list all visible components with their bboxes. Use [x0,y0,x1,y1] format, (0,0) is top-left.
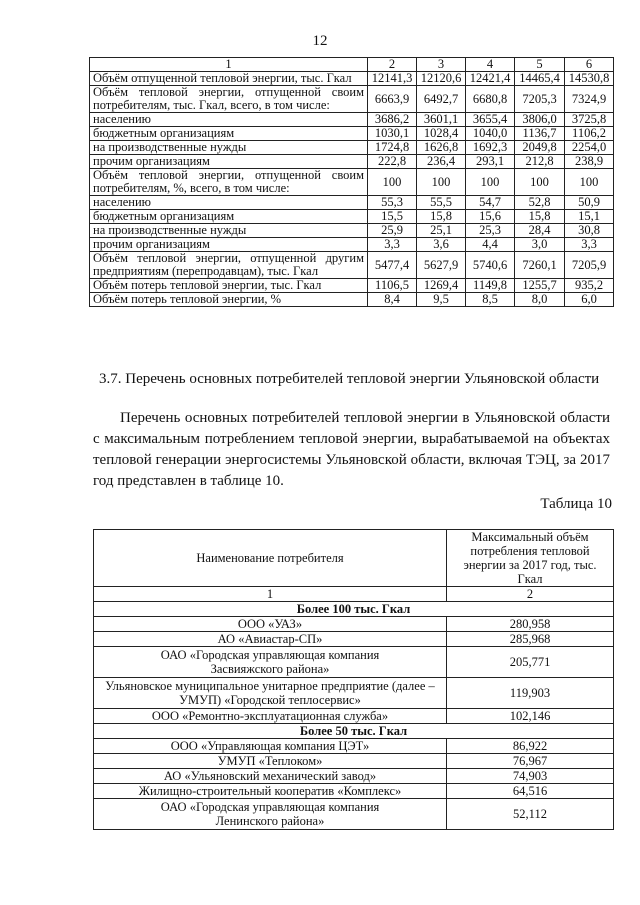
table-row [90,293,614,307]
table-row [90,196,614,210]
row-value: 15,8 [417,210,466,224]
row-label: Объём отпущенной тепловой энергии, тыс. Гкал [90,72,368,86]
row-value: 1106,5 [368,279,417,293]
row-value: 3686,2 [368,113,417,127]
row-value: 28,4 [515,224,565,238]
table-row [94,769,614,784]
table-row [90,169,614,196]
consumer-name: Ульяновское муниципальное унитарное предприятие (далее – УМУП) «Городской теплосервис» [94,678,447,709]
column-number: 5 [515,58,565,72]
row-value: 4,4 [466,238,515,252]
body-paragraph: Перечень основных потребителей тепловой энергии в Ульяновской области с максимальным потреблением тепловой энергии, вырабатываемой на объектах тепловой генерации энергосистемы Ульяновской области, включая ТЭЦ, за 2017 год представлен в таблице 10. [93,410,610,489]
row-value: 236,4 [417,155,466,169]
row-value: 100 [466,169,515,196]
table-row [90,127,614,141]
consumer-value: 76,967 [447,754,614,769]
consumer-name: АО «Ульяновский механический завод» [94,769,447,784]
row-label: прочим организациям [90,238,368,252]
row-value: 6,0 [565,293,614,307]
row-label: Объём тепловой энергии, отпущенной своим потребителям, %, всего, в том числе: [90,169,368,196]
row-value: 55,5 [417,196,466,210]
row-value: 25,1 [417,224,466,238]
row-value: 3725,8 [565,113,614,127]
row-label: бюджетным организациям [90,127,368,141]
column-number: 6 [565,58,614,72]
row-value: 25,9 [368,224,417,238]
row-value: 15,8 [515,210,565,224]
column-number: 2 [447,587,614,602]
row-value: 8,0 [515,293,565,307]
row-value: 3806,0 [515,113,565,127]
table-row [90,210,614,224]
table-row [94,709,614,724]
row-value: 12120,6 [417,72,466,86]
consumer-name: ООО «УАЗ» [94,617,447,632]
row-value: 1724,8 [368,141,417,155]
row-value: 1030,1 [368,127,417,141]
row-value: 3601,1 [417,113,466,127]
row-value: 5477,4 [368,252,417,279]
row-value: 9,5 [417,293,466,307]
row-value: 50,9 [565,196,614,210]
table-row [94,754,614,769]
row-value: 25,3 [466,224,515,238]
column-number: 1 [94,587,447,602]
consumer-value: 86,922 [447,739,614,754]
column-number: 1 [90,58,368,72]
row-value: 5627,9 [417,252,466,279]
table-row [90,224,614,238]
row-value: 15,5 [368,210,417,224]
row-value: 15,1 [565,210,614,224]
row-value: 12141,3 [368,72,417,86]
table-header-row [94,530,614,587]
consumer-value: 74,903 [447,769,614,784]
row-value: 8,5 [466,293,515,307]
row-label: Объём потерь тепловой энергии, тыс. Гкал [90,279,368,293]
header-consumer-name: Наименование потребителя [94,530,447,587]
row-label: населению [90,113,368,127]
row-value: 1149,8 [466,279,515,293]
row-value: 6680,8 [466,86,515,113]
row-value: 55,3 [368,196,417,210]
table-row [94,678,614,709]
row-value: 1692,3 [466,141,515,155]
row-value: 2254,0 [565,141,614,155]
group-title: Более 50 тыс. Гкал [94,724,614,739]
column-number: 2 [368,58,417,72]
consumer-value: 280,958 [447,617,614,632]
row-label: прочим организациям [90,155,368,169]
column-number: 4 [466,58,515,72]
row-value: 3,0 [515,238,565,252]
row-value: 1255,7 [515,279,565,293]
row-value: 212,8 [515,155,565,169]
row-value: 14465,4 [515,72,565,86]
page-number: 12 [312,33,328,49]
row-value: 5740,6 [466,252,515,279]
table-row [94,617,614,632]
table-row [90,279,614,293]
group-title: Более 100 тыс. Гкал [94,602,614,617]
row-value: 1028,4 [417,127,466,141]
row-value: 15,6 [466,210,515,224]
row-label: населению [90,196,368,210]
row-value: 6663,9 [368,86,417,113]
row-value: 6492,7 [417,86,466,113]
row-label: бюджетным организациям [90,210,368,224]
table-row [94,632,614,647]
consumer-value: 285,968 [447,632,614,647]
table-row [94,784,614,799]
table-row [90,113,614,127]
consumer-name: ООО «Управляющая компания ЦЭТ» [94,739,447,754]
row-value: 7205,9 [565,252,614,279]
row-value: 1040,0 [466,127,515,141]
row-value: 30,8 [565,224,614,238]
row-value: 935,2 [565,279,614,293]
row-value: 100 [368,169,417,196]
group-row [94,602,614,617]
table-row [90,238,614,252]
consumer-name: УМУП «Теплоком» [94,754,447,769]
row-value: 3,3 [565,238,614,252]
row-value: 7260,1 [515,252,565,279]
row-label: Объём тепловой энергии, отпущенной своим потребителям, тыс. Гкал, всего, в том числе: [90,86,368,113]
row-value: 100 [565,169,614,196]
row-value: 293,1 [466,155,515,169]
table-row [90,72,614,86]
section-heading: 3.7. Перечень основных потребителей тепловой энергии Ульяновской области [99,371,600,387]
consumer-name: Жилищно-строительный кооператив «Комплекс» [94,784,447,799]
header-max-volume: Максимальный объём потребления тепловой энергии за 2017 год, тыс. Гкал [447,530,614,587]
row-value: 1136,7 [515,127,565,141]
table-caption: Таблица 10 [540,496,612,512]
row-value: 3,3 [368,238,417,252]
row-value: 3,6 [417,238,466,252]
table-header-row [90,58,614,72]
row-value: 54,7 [466,196,515,210]
consumer-name: ОАО «Городская управляющая компания Ленинского района» [94,799,447,830]
row-value: 100 [417,169,466,196]
row-label: Объём тепловой энергии, отпущенной другим предприятиям (перепродавцам), тыс. Гкал [90,252,368,279]
row-value: 222,8 [368,155,417,169]
group-row [94,724,614,739]
table-row [94,799,614,830]
row-value: 8,4 [368,293,417,307]
table-row [90,86,614,113]
row-value: 1269,4 [417,279,466,293]
row-value: 1626,8 [417,141,466,155]
row-value: 3655,4 [466,113,515,127]
consumer-value: 52,112 [447,799,614,830]
consumer-name: ОАО «Городская управляющая компания Засвияжского района» [94,647,447,678]
consumer-value: 205,771 [447,647,614,678]
row-value: 238,9 [565,155,614,169]
column-number: 3 [417,58,466,72]
energy-supply-table [89,57,614,307]
consumer-name: АО «Авиастар-СП» [94,632,447,647]
row-label: Объём потерь тепловой энергии, % [90,293,368,307]
row-value: 100 [515,169,565,196]
consumer-value: 102,146 [447,709,614,724]
row-value: 52,8 [515,196,565,210]
consumer-value: 64,516 [447,784,614,799]
consumer-value: 119,903 [447,678,614,709]
table-row [90,141,614,155]
row-value: 14530,8 [565,72,614,86]
row-value: 7205,3 [515,86,565,113]
row-value: 12421,4 [466,72,515,86]
column-number-row [94,587,614,602]
row-value: 2049,8 [515,141,565,155]
row-value: 1106,2 [565,127,614,141]
table-row [94,647,614,678]
row-label: на производственные нужды [90,141,368,155]
consumers-table [93,529,614,830]
table-row [90,252,614,279]
table-row [90,155,614,169]
table-row [94,739,614,754]
row-value: 7324,9 [565,86,614,113]
row-label: на производственные нужды [90,224,368,238]
consumer-name: ООО «Ремонтно-эксплуатационная служба» [94,709,447,724]
